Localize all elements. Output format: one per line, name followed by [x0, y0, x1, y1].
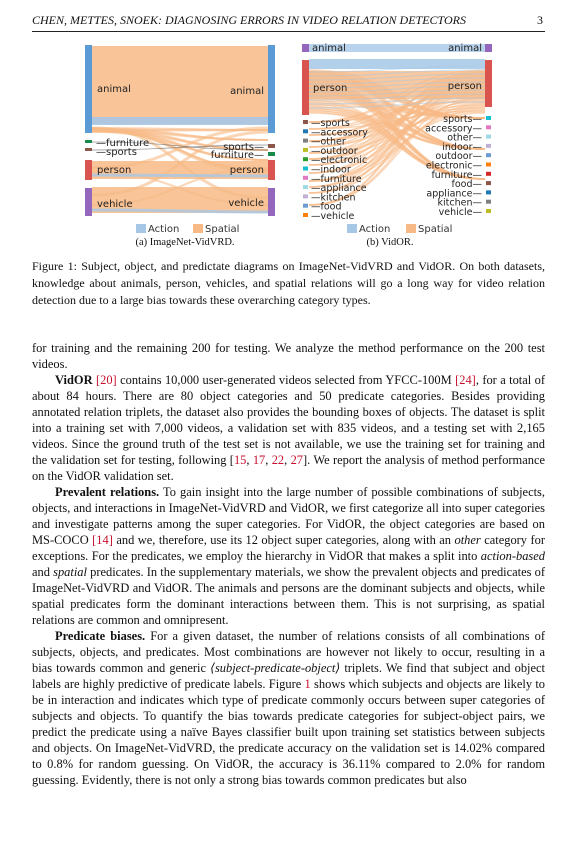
- object-label-sports: sports—: [443, 114, 482, 125]
- subject-label-indoor: —indoor: [311, 164, 351, 176]
- figure-caption: Figure 1: Subject, object, and predictate diagrams on ImageNet-VidVRD and VidOR. On both datasets, knowledge about animals, person, vehicles, and spatial relations will go a long way for video relation detection due to a large bias towards these overarching category types.: [32, 259, 545, 307]
- object-label-animal: animal: [230, 86, 264, 97]
- category-bar: [486, 209, 491, 213]
- subcaption-a: (a) ImageNet-VidVRD.: [135, 237, 235, 248]
- citation[interactable]: 15: [233, 453, 247, 468]
- legend-imagenet-vidvrd: [136, 224, 239, 235]
- object-label-person: person: [447, 81, 482, 92]
- subject-label-vehicle: —vehicle: [311, 211, 355, 222]
- object-label-vehicle: vehicle—: [438, 207, 482, 218]
- category-bar: [485, 60, 492, 107]
- category-bar: [302, 60, 309, 115]
- subject-label-sports: —sports: [96, 147, 137, 158]
- category-bar: [268, 152, 275, 156]
- category-bar: [486, 153, 491, 157]
- paragraph-vidor: [32, 372, 545, 484]
- legend-action-label: Action: [359, 224, 391, 235]
- object-label-furniture: furniture—: [431, 169, 482, 181]
- text-run: triplets. We find that subject and object labels are highly predictive of predicate labels. Figure: [32, 661, 545, 692]
- citation[interactable]: [24]: [455, 373, 476, 388]
- run-in-heading: Predicate biases.: [55, 629, 146, 644]
- object-label-food: food—: [451, 179, 482, 191]
- category-bar: [303, 204, 308, 208]
- legend-action-label: Action: [148, 224, 180, 235]
- category-bar: [486, 125, 491, 129]
- text-run: ,: [246, 453, 253, 468]
- category-bar: [303, 148, 308, 152]
- legend-action-swatch: [136, 224, 146, 233]
- category-bar: [303, 213, 308, 217]
- running-title: CHEN, METTES, SNOEK: DIAGNOSING ERRORS IN VIDEO RELATION DETECTORS: [32, 13, 466, 27]
- page-number: 3: [537, 13, 543, 27]
- category-bar: [85, 160, 92, 180]
- category-bar: [302, 44, 309, 52]
- emphasis: other: [454, 533, 481, 548]
- object-label-kitchen: kitchen—: [437, 197, 482, 209]
- category-bar: [486, 172, 491, 176]
- paragraph-predicate-biases: [32, 628, 545, 788]
- text-run: and: [32, 565, 54, 580]
- category-bar: [486, 135, 491, 139]
- subject-label-animal: animal: [312, 43, 346, 54]
- subject-label-accessory: —accessory: [311, 127, 368, 139]
- subject-label-furniture: —furniture: [96, 138, 150, 149]
- text-run: For a given dataset, the number of relations consists of all combinations of subjects, objects, and predicates. Most combinations are however not likely to occur, resulting in a bias towards common and generic: [32, 629, 545, 676]
- paragraph: for training and the remaining 200 for testing. We analyze the method performance on the 200 test videos.: [32, 341, 545, 372]
- category-bar: [85, 148, 92, 151]
- text-run: contains 10,000 user-generated videos selected from YFCC-100M: [116, 373, 456, 388]
- category-bar: [486, 144, 491, 148]
- run-in-heading: VidOR: [55, 373, 93, 388]
- category-bar: [303, 185, 308, 189]
- category-bar: [85, 188, 92, 216]
- category-bar: [303, 120, 308, 124]
- text-run: ,: [265, 453, 272, 468]
- text-run: predicates. In the supplementary materials, we show the prevalent objects and predicates of ImageNet-VidVRD and VidOR. The animals and persons are the dominant subjects and objects, while spatial predicates form the dominant interactions between them. This is not surprising, as spatial relations are common and omnipresent.: [32, 565, 545, 628]
- legend-spatial-swatch: [193, 224, 203, 233]
- text-run: category for exceptions. For the predicates, we employ the hierarchy in VidOR that makes a split into: [32, 533, 545, 564]
- legend-spatial-label: Spatial: [418, 224, 453, 235]
- category-bar: [85, 45, 92, 133]
- category-bar: [268, 45, 275, 133]
- paragraph-prevalent-relations: [32, 484, 545, 628]
- emphasis: action-based: [480, 549, 545, 564]
- category-bar: [486, 181, 491, 185]
- citation[interactable]: [14]: [92, 533, 113, 548]
- category-bar: [85, 140, 92, 143]
- object-label-sports: sports—: [223, 142, 264, 153]
- emphasis: ⟨subject-predicate-object⟩: [210, 661, 341, 676]
- category-bar: [303, 167, 308, 171]
- category-bar: [268, 160, 275, 180]
- subject-label-kitchen: —kitchen: [311, 192, 356, 204]
- citation[interactable]: 17: [252, 453, 266, 468]
- object-label-other: other—: [447, 132, 482, 144]
- emphasis: spatial: [53, 565, 87, 580]
- category-bar: [303, 129, 308, 133]
- subject-label-appliance: —appliance: [311, 183, 367, 195]
- subject-label-person: person: [313, 83, 348, 94]
- text-run: ,: [284, 453, 291, 468]
- run-in-heading: Prevalent relations.: [55, 485, 160, 500]
- subject-label-other: —other: [311, 136, 346, 148]
- object-label-person: person: [229, 165, 264, 176]
- text-run: , for a total of about 84 hours. There are 80 object categories and 50 predicate categories. Besides providing annotated relation triplets, the dataset also provides the bounding boxes of objects. The dataset is split into a training set with 7,000 videos, a validation set with 835 videos, and a testing set with 2,165 videos. Since the ground truth of the test set is not available, we use the training set for training and the validation set for testing, following [: [32, 373, 546, 468]
- object-label-furniture: furniture—: [210, 150, 264, 161]
- object-label-electronic: electronic—: [425, 160, 482, 172]
- text-run: shows which subjects and objects are likely to be in interaction and indicates which type of predicate commonly occurs between super categories of subjects and objects. To quantify the bias towards predicate categories for subject-object pairs, we predict the predicate using a naïve Bayes classifier built upon training set statistics between subjects and objects. On ImageNet-VidVRD, the predicate accuracy on the validation set is 14.02% compared to 0.8% for random guessing. On VidOR, the accuracy is 36.11% compared to 2.0% for random guessing. Evidently, there is not only a strong bias towards common predicates but also: [32, 677, 546, 788]
- category-bar: [486, 190, 491, 194]
- category-bar: [486, 200, 491, 204]
- subject-label-animal: animal: [97, 84, 131, 95]
- citation[interactable]: 22: [271, 453, 285, 468]
- category-bar: [268, 144, 275, 148]
- category-bar: [268, 188, 275, 216]
- legend-spatial-label: Spatial: [205, 224, 240, 235]
- figure-1: [0, 0, 567, 258]
- object-label-animal: animal: [448, 43, 482, 54]
- text-run: ]. We report the analysis of method performance on the VidOR validation set.: [32, 453, 546, 484]
- category-bar: [303, 194, 308, 198]
- text-run: To gain insight into the large number of possible combinations of subjects, objects, and interactions in ImageNet-VidVRD and VidOR, we first categorize all into super categories and investigate patterns among the super categories. For VidOR, the object categories are based on MS-COCO: [32, 485, 546, 548]
- figure-reference[interactable]: 1: [304, 677, 311, 692]
- subject-label-electronic: —electronic: [311, 155, 368, 167]
- category-bar: [303, 176, 308, 180]
- subject-label-sports: —sports: [311, 118, 350, 129]
- subject-label-person: person: [97, 165, 132, 176]
- subject-label-vehicle: vehicle: [97, 199, 133, 210]
- text-run: and we, therefore, use its 12 object super categories, along with an: [112, 533, 455, 548]
- object-label-indoor: indoor—: [442, 141, 482, 153]
- body-text: [32, 340, 545, 788]
- subject-label-food: —food: [311, 201, 342, 213]
- category-bar: [486, 163, 491, 167]
- subject-label-outdoor: —outdoor: [311, 145, 358, 157]
- object-label-vehicle: vehicle: [228, 198, 264, 209]
- object-label-outdoor: outdoor—: [435, 151, 482, 163]
- category-bar: [485, 44, 492, 52]
- legend-vidor: [347, 224, 452, 235]
- citation[interactable]: [20]: [95, 373, 117, 388]
- legend-action-swatch: [347, 224, 357, 233]
- category-bar: [486, 116, 491, 120]
- subcaption-b: (b) VidOR.: [366, 237, 414, 248]
- citation[interactable]: 27: [290, 453, 304, 468]
- legend-spatial-swatch: [406, 224, 416, 233]
- object-label-appliance: appliance—: [426, 188, 482, 200]
- category-bar: [303, 139, 308, 143]
- object-label-accessory: accessory—: [425, 123, 482, 135]
- category-bar: [303, 157, 308, 161]
- subject-label-furniture: —furniture: [311, 173, 362, 185]
